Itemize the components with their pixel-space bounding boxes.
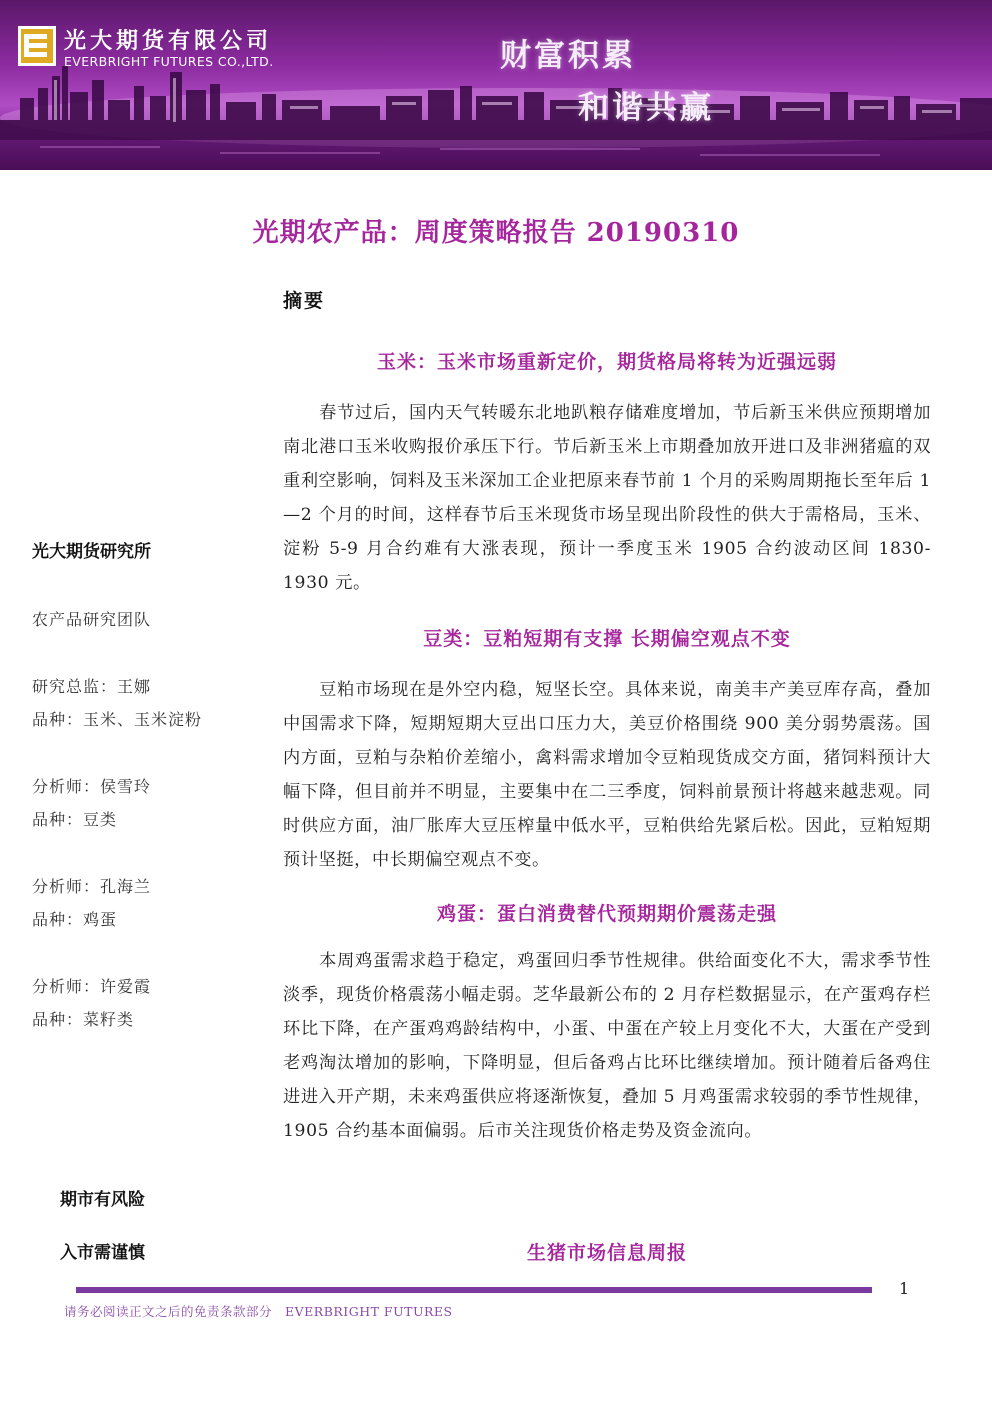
section-body-soy: 豆粕市场现在是外空内稳，短坚长空。具体来说，南美丰产美豆库存高，叠加中国需求下降，短期短期大豆出口压力大，美豆价格围绕 900 美分弱势震荡。国内方面，豆粕与杂粕价差缩小，禽料需求增加令豆粕现货成交方面，猪饲料预计大幅下降，但目前并不明显，主要集中在二三季度，饲料前景预计将越来越悲观。同时供应方面，油厂胀库大豆压榨量中低水平，豆粕供给先紧后松。因此，豆粕短期预计坚挺，中长期偏空观点不变。 xyxy=(283,680,931,870)
team-name: 农产品研究团队 xyxy=(32,610,152,629)
section-heading-soy: 豆类：豆粕短期有支撑 长期偏空观点不变 xyxy=(423,628,791,650)
analyst-role: 分析师：孔海兰 xyxy=(32,877,152,896)
slogan-line1: 财富积累 xyxy=(500,38,636,74)
analyst-role: 分析师：侯雪玲 xyxy=(32,777,152,796)
everbright-logo-icon xyxy=(18,26,56,66)
risk-warning-line1: 期市有风险 xyxy=(60,1190,145,1210)
analyst-role: 研究总监：王娜 xyxy=(32,677,152,696)
footer-disclaimer: 请务必阅读正文之后的免责条款部分 EVERBRIGHT FUTURES xyxy=(64,1304,453,1319)
report-title: 光期农产品：周度策略报告 20190310 xyxy=(252,218,740,248)
analyst-varieties: 品种：玉米、玉米淀粉 xyxy=(32,710,203,729)
analyst-varieties: 品种：菜籽类 xyxy=(32,1010,135,1029)
section-heading-hog: 生猪市场信息周报 xyxy=(526,1242,687,1264)
slogan-line2: 和谐共赢 xyxy=(578,90,714,126)
analyst-varieties: 品种：豆类 xyxy=(32,810,118,829)
analyst-role: 分析师：许爱霞 xyxy=(32,977,152,996)
company-name-en: EVERBRIGHT FUTURES CO.,LTD. xyxy=(64,54,274,69)
summary-label: 摘要 xyxy=(283,290,326,312)
footer-divider xyxy=(76,1287,872,1293)
header-banner xyxy=(0,0,992,170)
page-number: 1 xyxy=(899,1279,910,1298)
analyst-varieties: 品种：鸡蛋 xyxy=(32,910,118,929)
section-body-egg: 本周鸡蛋需求趋于稳定，鸡蛋回归季节性规律。供给面变化不大，需求季节性淡季，现货价格震荡小幅走弱。芝华最新公布的 2 月存栏数据显示，在产蛋鸡存栏环比下降，在产蛋鸡鸡龄结构中，小蛋、中蛋在产较上月变化不大，大蛋在产受到老鸡淘汰增加的影响，下降明显，但后备鸡占比环比继续增加。预计随着后备鸡住进进入开产期，未来鸡蛋供应将逐渐恢复，叠加 5 月鸡蛋需求较弱的季节性规律，1905 合约基本面偏弱。后市关注现货价格走势及资金流向。 xyxy=(283,951,931,1141)
section-heading-egg: 鸡蛋：蛋白消费替代预期期价震荡走强 xyxy=(436,903,777,925)
institute-name: 光大期货研究所 xyxy=(32,542,151,562)
section-body-corn: 春节过后，国内天气转暖东北地趴粮存储难度增加，节后新玉米供应预期增加南北港口玉米收购报价承压下行。节后新玉米上市期叠加放开进口及非洲猪瘟的双重利空影响，饲料及玉米深加工企业把原来春节前 1 个月的采购周期拖长至年后 1—2 个月的时间，这样春节后玉米现货市场呈现出阶段性的供大于需格局，玉米、淀粉 5-9 月合约难有大涨表现，预计一季度玉米 1905 合约波动区间 1830-1930 元。 xyxy=(283,403,931,593)
section-heading-corn: 玉米：玉米市场重新定价，期货格局将转为近强远弱 xyxy=(376,351,837,373)
company-name-cn: 光大期货有限公司 xyxy=(64,29,273,54)
risk-warning-line2: 入市需谨慎 xyxy=(60,1243,145,1263)
